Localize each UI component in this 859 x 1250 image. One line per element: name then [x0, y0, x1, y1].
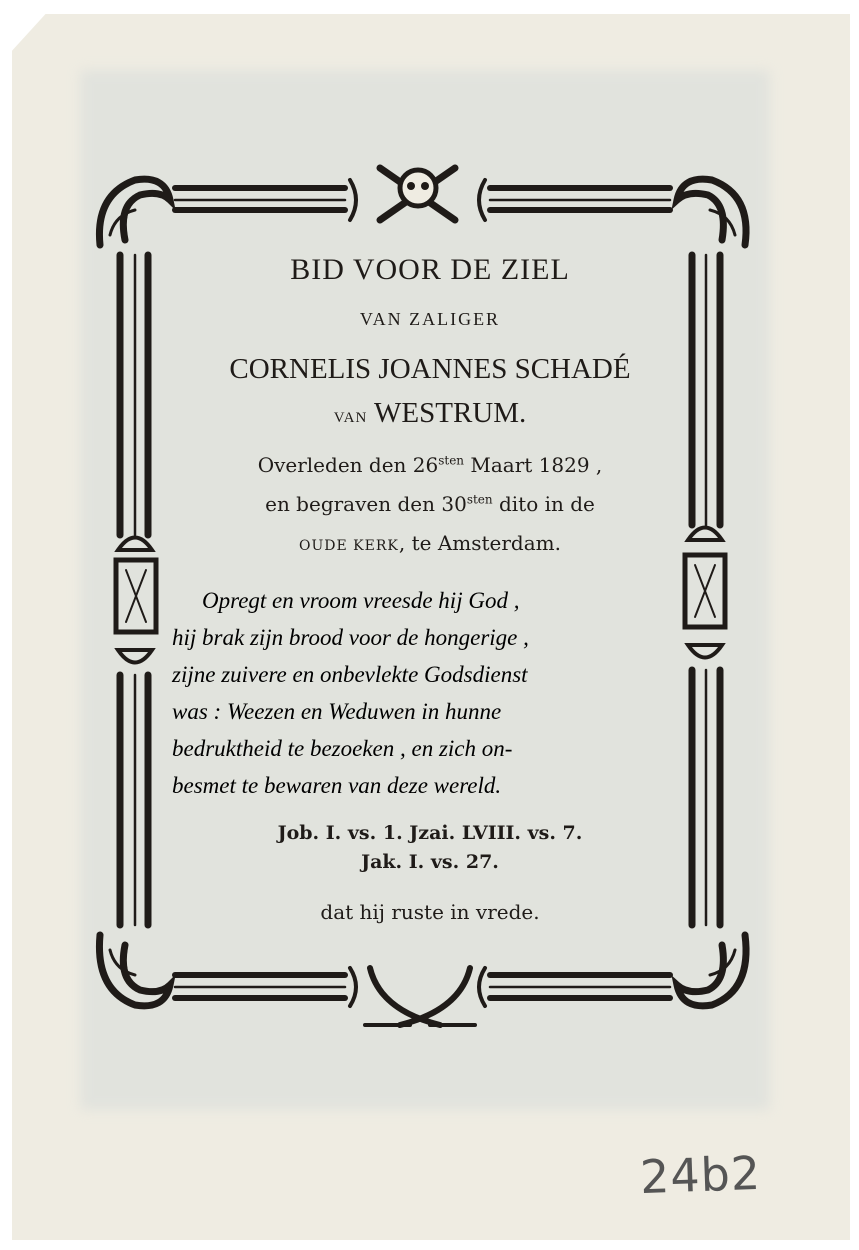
card-heading: BID VOOR DE ZIEL	[290, 253, 570, 286]
death-date	[170, 453, 690, 477]
verse-line: Opregt en vroom vreesde hij God ,	[202, 588, 520, 613]
verse-line: hij brak zijn brood voor de hongerige ,	[172, 625, 529, 650]
deceased-name: CORNELIS JOANNES SCHADÉ	[229, 353, 631, 385]
verse-line: was : Weezen en Weduwen in hunne	[172, 699, 502, 724]
name-line2: WESTRUM.	[374, 397, 527, 429]
burial-sup: sten	[466, 492, 493, 507]
scripture-reference-2: Jak. I. vs. 27.	[361, 851, 499, 873]
burial-suffix: dito in de	[492, 492, 595, 516]
burial-date	[170, 492, 690, 516]
death-sup: sten	[438, 453, 465, 468]
verse-line: zijne zuivere en onbevlekte Godsdienst	[172, 662, 528, 687]
verse-line: besmet te bewaren van deze wereld.	[172, 773, 502, 798]
death-month-year: Maart 1829 ,	[464, 453, 603, 477]
closing-prayer: dat hij ruste in vrede.	[320, 900, 540, 924]
deceased-name-suffix	[170, 397, 690, 430]
name-prefix: VAN	[333, 410, 368, 426]
verse-block	[172, 582, 664, 804]
burial-place	[170, 531, 690, 555]
church-name: OUDE KERK	[299, 538, 399, 554]
inventory-number: 24b2	[639, 1145, 762, 1205]
verse-line: bedruktheid te bezoeken , en zich on-	[172, 736, 513, 761]
scripture-reference: Job. I. vs. 1. Jzai. LVIII. vs. 7.	[277, 822, 583, 844]
burial-text: en begraven den 30	[265, 492, 467, 516]
city-name: , te Amsterdam.	[398, 531, 561, 555]
death-text: Overleden den 26	[257, 453, 439, 477]
card-subheading: VAN ZALIGER	[359, 309, 501, 329]
